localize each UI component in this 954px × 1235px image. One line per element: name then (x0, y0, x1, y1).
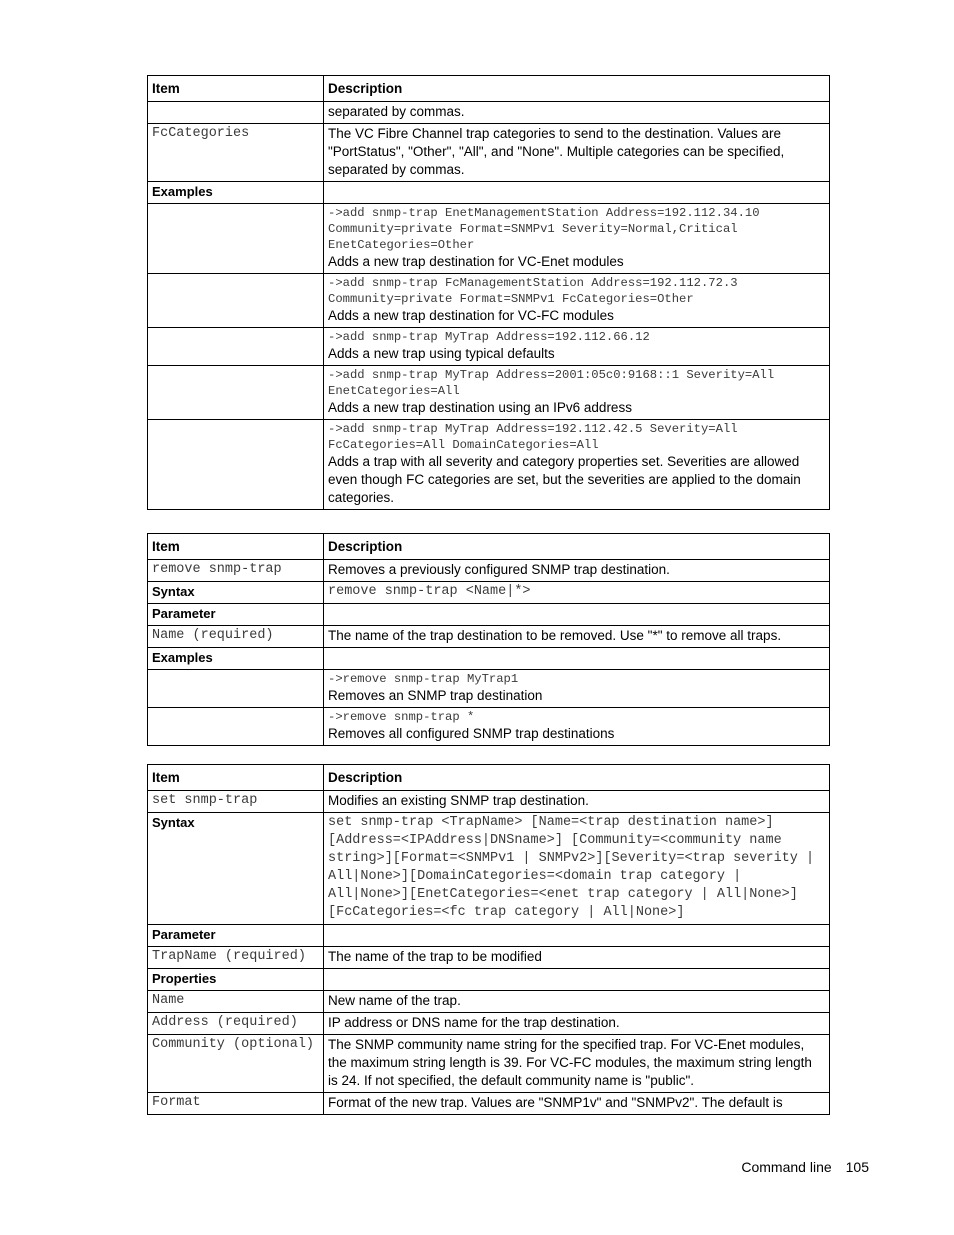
example-code: ->remove snmp-trap MyTrap1 (328, 672, 519, 686)
empty-cell (324, 925, 830, 947)
example-row (148, 274, 830, 328)
example-text: Removes all configured SNMP trap destinations (328, 726, 615, 741)
row-description: separated by commas. (324, 102, 830, 124)
set-snmp-trap-table (147, 764, 830, 1115)
property-row (148, 991, 830, 1013)
property-description: The SNMP community name string for the specified trap. For VC-Enet modules, the maximum string length is 39. For VC-FC modules, the maximum string length is 24. If not specified, the default community name is "public". (324, 1035, 830, 1093)
example-text: Adds a new trap using typical defaults (328, 346, 555, 361)
example-cell (324, 328, 830, 366)
add-snmp-trap-table-continued (147, 75, 830, 510)
syntax-row (148, 813, 830, 925)
syntax-value: set snmp-trap <TrapName> [Name=<trap destination name>][Address=<IPAddress|DNSname>] [Community=<community name string>][Format=<SNMPv1 | SNMPv2>][Severity=<trap severity | All|None>][DomainCategories=<domain trap category | All|None>][EnetCategories=<enet trap category | All|None>][FcCategories=<fc trap category | All|None>] (324, 813, 830, 925)
example-code: ->remove snmp-trap * (328, 710, 475, 724)
example-text: Adds a new trap destination for VC-FC modules (328, 308, 614, 323)
row-item (148, 102, 324, 124)
parameter-label: Parameter (148, 925, 324, 947)
table-row (148, 102, 830, 124)
property-name: Address (required) (148, 1013, 324, 1035)
parameter-description: The name of the trap destination to be removed. Use "*" to remove all traps. (324, 626, 830, 648)
section-row-parameter (148, 925, 830, 947)
property-name: Name (148, 991, 324, 1013)
syntax-label: Syntax (148, 813, 324, 925)
row-item: FcCategories (148, 124, 324, 182)
page-number: 105 (845, 1159, 869, 1175)
property-row (148, 1093, 830, 1115)
parameter-label: Parameter (148, 604, 324, 626)
table-header-row (148, 76, 830, 102)
table-header-row (148, 534, 830, 560)
examples-label: Examples (148, 648, 324, 670)
property-name: Format (148, 1093, 324, 1115)
remove-snmp-trap-table (147, 533, 830, 746)
command-row (148, 560, 830, 582)
empty-cell (148, 204, 324, 274)
example-row (148, 670, 830, 708)
footer-section: Command line (741, 1159, 832, 1175)
empty-cell (148, 366, 324, 420)
example-row (148, 420, 830, 510)
header-description: Description (324, 76, 830, 102)
property-row (148, 1035, 830, 1093)
example-row (148, 708, 830, 746)
parameter-description: The name of the trap to be modified (324, 947, 830, 969)
command-row (148, 791, 830, 813)
section-row-examples (148, 182, 830, 204)
parameter-name: Name (required) (148, 626, 324, 648)
example-code: ->add snmp-trap EnetManagementStation Address=192.112.34.10 Community=private Format=SNMPv1 Severity=Normal,Critical EnetCategories=Other (328, 206, 767, 252)
empty-cell (324, 969, 830, 991)
parameter-row (148, 947, 830, 969)
example-code: ->add snmp-trap MyTrap Address=192.112.42.5 Severity=All FcCategories=All DomainCategories=All (328, 422, 745, 452)
example-row (148, 328, 830, 366)
empty-cell (148, 274, 324, 328)
header-item: Item (148, 76, 324, 102)
section-row-examples (148, 648, 830, 670)
syntax-row (148, 582, 830, 604)
section-row-properties (148, 969, 830, 991)
example-cell (324, 670, 830, 708)
example-row (148, 366, 830, 420)
properties-label: Properties (148, 969, 324, 991)
command-name: set snmp-trap (148, 791, 324, 813)
header-description: Description (324, 765, 830, 791)
syntax-label: Syntax (148, 582, 324, 604)
example-cell (324, 366, 830, 420)
empty-cell (324, 604, 830, 626)
empty-cell (324, 648, 830, 670)
empty-cell (324, 182, 830, 204)
example-cell (324, 708, 830, 746)
example-row (148, 204, 830, 274)
table-row (148, 124, 830, 182)
empty-cell (148, 420, 324, 510)
empty-cell (148, 708, 324, 746)
command-name: remove snmp-trap (148, 560, 324, 582)
section-row-parameter (148, 604, 830, 626)
example-code: ->add snmp-trap MyTrap Address=2001:05c0:9168::1 Severity=All EnetCategories=All (328, 368, 782, 398)
command-description: Removes a previously configured SNMP trap destination. (324, 560, 830, 582)
page-footer (741, 1159, 869, 1175)
property-description: Format of the new trap. Values are "SNMP1v" and "SNMPv2". The default is (324, 1093, 830, 1115)
property-description: New name of the trap. (324, 991, 830, 1013)
property-name: Community (optional) (148, 1035, 324, 1093)
example-text: Adds a trap with all severity and category properties set. Severities are allowed even though FC categories are set, but the severities are applied to the domain categories. (328, 454, 801, 505)
parameter-name: TrapName (required) (148, 947, 324, 969)
row-description: The VC Fibre Channel trap categories to send to the destination. Values are "PortStatus", "Other", "All", and "None". Multiple categories can be specified, separated by commas. (324, 124, 830, 182)
example-text: Removes an SNMP trap destination (328, 688, 543, 703)
header-description: Description (324, 534, 830, 560)
table-header-row (148, 765, 830, 791)
example-cell (324, 420, 830, 510)
example-code: ->add snmp-trap MyTrap Address=192.112.66.12 (328, 330, 650, 344)
examples-label: Examples (148, 182, 324, 204)
example-text: Adds a new trap destination using an IPv6 address (328, 400, 632, 415)
empty-cell (148, 328, 324, 366)
property-description: IP address or DNS name for the trap destination. (324, 1013, 830, 1035)
property-row (148, 1013, 830, 1035)
example-text: Adds a new trap destination for VC-Enet modules (328, 254, 624, 269)
example-cell (324, 204, 830, 274)
syntax-value: remove snmp-trap <Name|*> (324, 582, 830, 604)
header-item: Item (148, 765, 324, 791)
header-item: Item (148, 534, 324, 560)
empty-cell (148, 670, 324, 708)
example-code: ->add snmp-trap FcManagementStation Address=192.112.72.3 Community=private Format=SNMPv1 FcCategories=Other (328, 276, 745, 306)
example-cell (324, 274, 830, 328)
command-description: Modifies an existing SNMP trap destination. (324, 791, 830, 813)
parameter-row (148, 626, 830, 648)
